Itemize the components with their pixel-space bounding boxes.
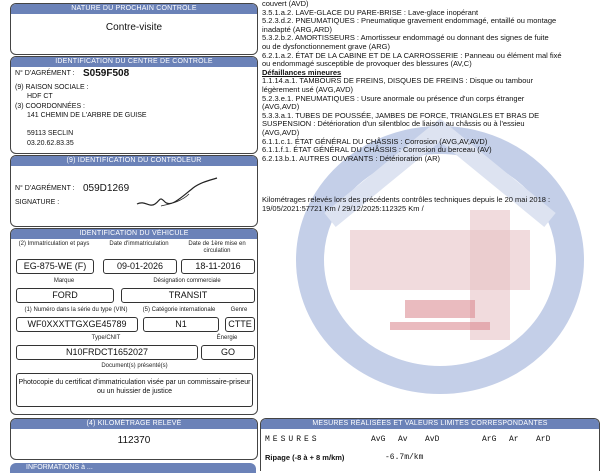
mesures-panel (260, 418, 600, 471)
ripage-value: -6.7m/km (385, 453, 424, 462)
defect-line: 6.2.13.b.1. AUTRES OUVRANTS : Détérioration (AR) (262, 153, 440, 163)
centre-raison-value: HDF CT (27, 93, 53, 100)
prochain-controle-panel (10, 3, 258, 55)
defect-line: (AVG,AVD) (262, 102, 300, 112)
defect-line: légèrement usé (AVG,AVD) (262, 84, 354, 94)
immat-field: EG-875-WE (F) (16, 259, 94, 274)
centre-panel (10, 56, 258, 154)
col-av: Av (398, 435, 408, 444)
energie-caption: Énergie (216, 335, 238, 341)
designation-field: TRANSIT (121, 288, 255, 303)
marque-caption: Marque (53, 278, 75, 284)
centre-address1: 141 CHEMIN DE L'ARBRE DE GUISE (27, 112, 147, 119)
col-ar: Ar (509, 435, 519, 444)
controleur-agrement-label: N° D'AGRÉMENT : (15, 185, 75, 192)
bottom-info-header (10, 463, 256, 473)
defect-line: 5.3.2.b.2. AMORTISSEURS : Amortisseur endommagé ou donnant des signes de fuite (262, 33, 549, 43)
categorie-field: N1 (143, 317, 219, 332)
mesures-label: MESURES (265, 435, 320, 444)
controleur-header: (9) IDENTIFICATION DU CONTRÔLEUR (11, 156, 257, 166)
date-circ-caption: Date de 1ère mise en circulation (188, 241, 246, 254)
defect-line: couvert (AVD) (262, 0, 309, 8)
defect-line: 5.3.3.a.1. TUBES DE POUSSÉE, JAMBES DE FORCE, TRIANGLES ET BRAS DE (262, 110, 540, 120)
controleur-agrement-value: 059D1269 (83, 183, 130, 194)
col-avd: AvD (425, 435, 440, 444)
controleur-panel (10, 155, 258, 227)
defect-line: inadapté (ARG,ARD) (262, 24, 333, 34)
defect-line: 5.2.3.e.1. PNEUMATIQUES : Usure anormale ou présence d'un corps étranger (262, 93, 525, 103)
col-avg: AvG (371, 435, 386, 444)
vin-field: WF0XXXTTGXGE45789 (16, 317, 138, 332)
km-history-line2: 19/05/2021:57721 Km / 29/12/2025:112325 Km / (262, 203, 424, 213)
prochain-controle-value: Contre-visite (105, 22, 163, 33)
centre-phone: 03.20.62.83.35 (27, 140, 74, 147)
defect-line: (AVG,AVD) (262, 127, 300, 137)
vehicule-header: IDENTIFICATION DU VÉHICULE (11, 229, 257, 239)
km-history (262, 196, 598, 213)
defect-line: 6.1.1.f.1. ÉTAT GÉNÉRAL DU CHÂSSIS : Corrosion du berceau (AV) (262, 145, 492, 155)
defect-line: 1.1.14.a.1. TAMBOURS DE FREINS, DISQUES DE FREINS : Disque ou tambour (262, 76, 534, 86)
defect-line: 6.1.1.c.1. ÉTAT GÉNÉRAL DU CHÂSSIS : Corrosion (AVG,AV,AVD) (262, 136, 488, 146)
vin-caption: (1) Numéro dans la série du type (VIN) (24, 307, 128, 313)
centre-header: IDENTIFICATION DU CENTRE DE CONTRÔLE (11, 57, 257, 67)
controleur-signature-label: SIGNATURE : (15, 199, 60, 206)
defect-line: 6.2.1.a.2. ÉTAT DE LA CABINE ET DE LA CARROSSERIE : Panneau ou élément mal fixé (262, 50, 562, 60)
kilometrage-header: (4) KILOMÉTRAGE RELEVÉ (11, 419, 257, 429)
col-arg: ArG (482, 435, 497, 444)
date-immat-field: 09-01-2026 (103, 259, 177, 274)
defect-line: ou de dysfonctionnement grave (ARG) (262, 41, 390, 51)
centre-address2: 59113 SECLIN (27, 130, 74, 137)
col-ard: ArD (536, 435, 551, 444)
centre-raison-label: (9) RAISON SOCIALE : (15, 84, 89, 91)
centre-agrement-value: S059F508 (83, 68, 130, 79)
km-history-line1: Kilométrages relevés lors des précédents contrôles techniques depuis le 20 mai 2018 : (262, 195, 551, 204)
vehicule-panel (10, 228, 258, 415)
genre-caption: Genre (230, 307, 248, 313)
prochain-controle-header: NATURE DU PROCHAIN CONTRÔLE (11, 4, 257, 14)
ripage-label: Ripage (-8 à + 8 m/km) (265, 453, 345, 462)
date-circ-field: 18-11-2016 (181, 259, 255, 274)
marque-field: FORD (16, 288, 114, 303)
defect-line: 3.5.1.a.2. LAVE-GLACE DU PARE-BRISE : Lave-glace inopérant (262, 7, 479, 17)
defect-line: 5.2.3.d.2. PNEUMATIQUES : Pneumatique gravement endommagé, entaillé ou montage (262, 16, 557, 26)
documents-caption: Document(s) présenté(s) (101, 363, 168, 369)
documents-field: Photocopie du certificat d'immatriculation visée par un commissaire-priseur ou un huissier de justice (16, 373, 253, 407)
type-caption: Type/CNIT (91, 335, 121, 341)
defect-line: SUSPENSION : Détérioration d'un silentbloc de liaison au châssis ou à l'essieu (262, 119, 525, 129)
designation-caption: Désignation commerciale (153, 278, 221, 284)
type-field: N10FRDCT1652027 (16, 345, 198, 360)
mesures-header: MESURES RÉALISÉES ET VALEURS LIMITES CORRESPONDANTES (261, 419, 599, 429)
defects-section-title: Défaillances mineures (262, 67, 342, 77)
signature-icon (131, 174, 221, 214)
bottom-info-label: INFORMATIONS à ... (26, 464, 93, 471)
centre-coord-label: (3) COORDONNÉES : (15, 103, 86, 110)
immat-caption: (2) Immatriculation et pays (18, 241, 90, 247)
genre-field: CTTE (225, 317, 255, 332)
date-immat-caption: Date d'immatriculation (109, 241, 169, 247)
defect-line: ou endommagé susceptible de provoquer des blessures (AV,C) (262, 59, 472, 69)
kilometrage-panel (10, 418, 258, 460)
kilometrage-value: 112370 (117, 435, 151, 446)
categorie-caption: (5) Catégorie internationale (142, 307, 216, 313)
defects-list (262, 0, 598, 163)
energie-field: GO (201, 345, 255, 360)
centre-agrement-label: N° D'AGRÉMENT : (15, 70, 75, 77)
